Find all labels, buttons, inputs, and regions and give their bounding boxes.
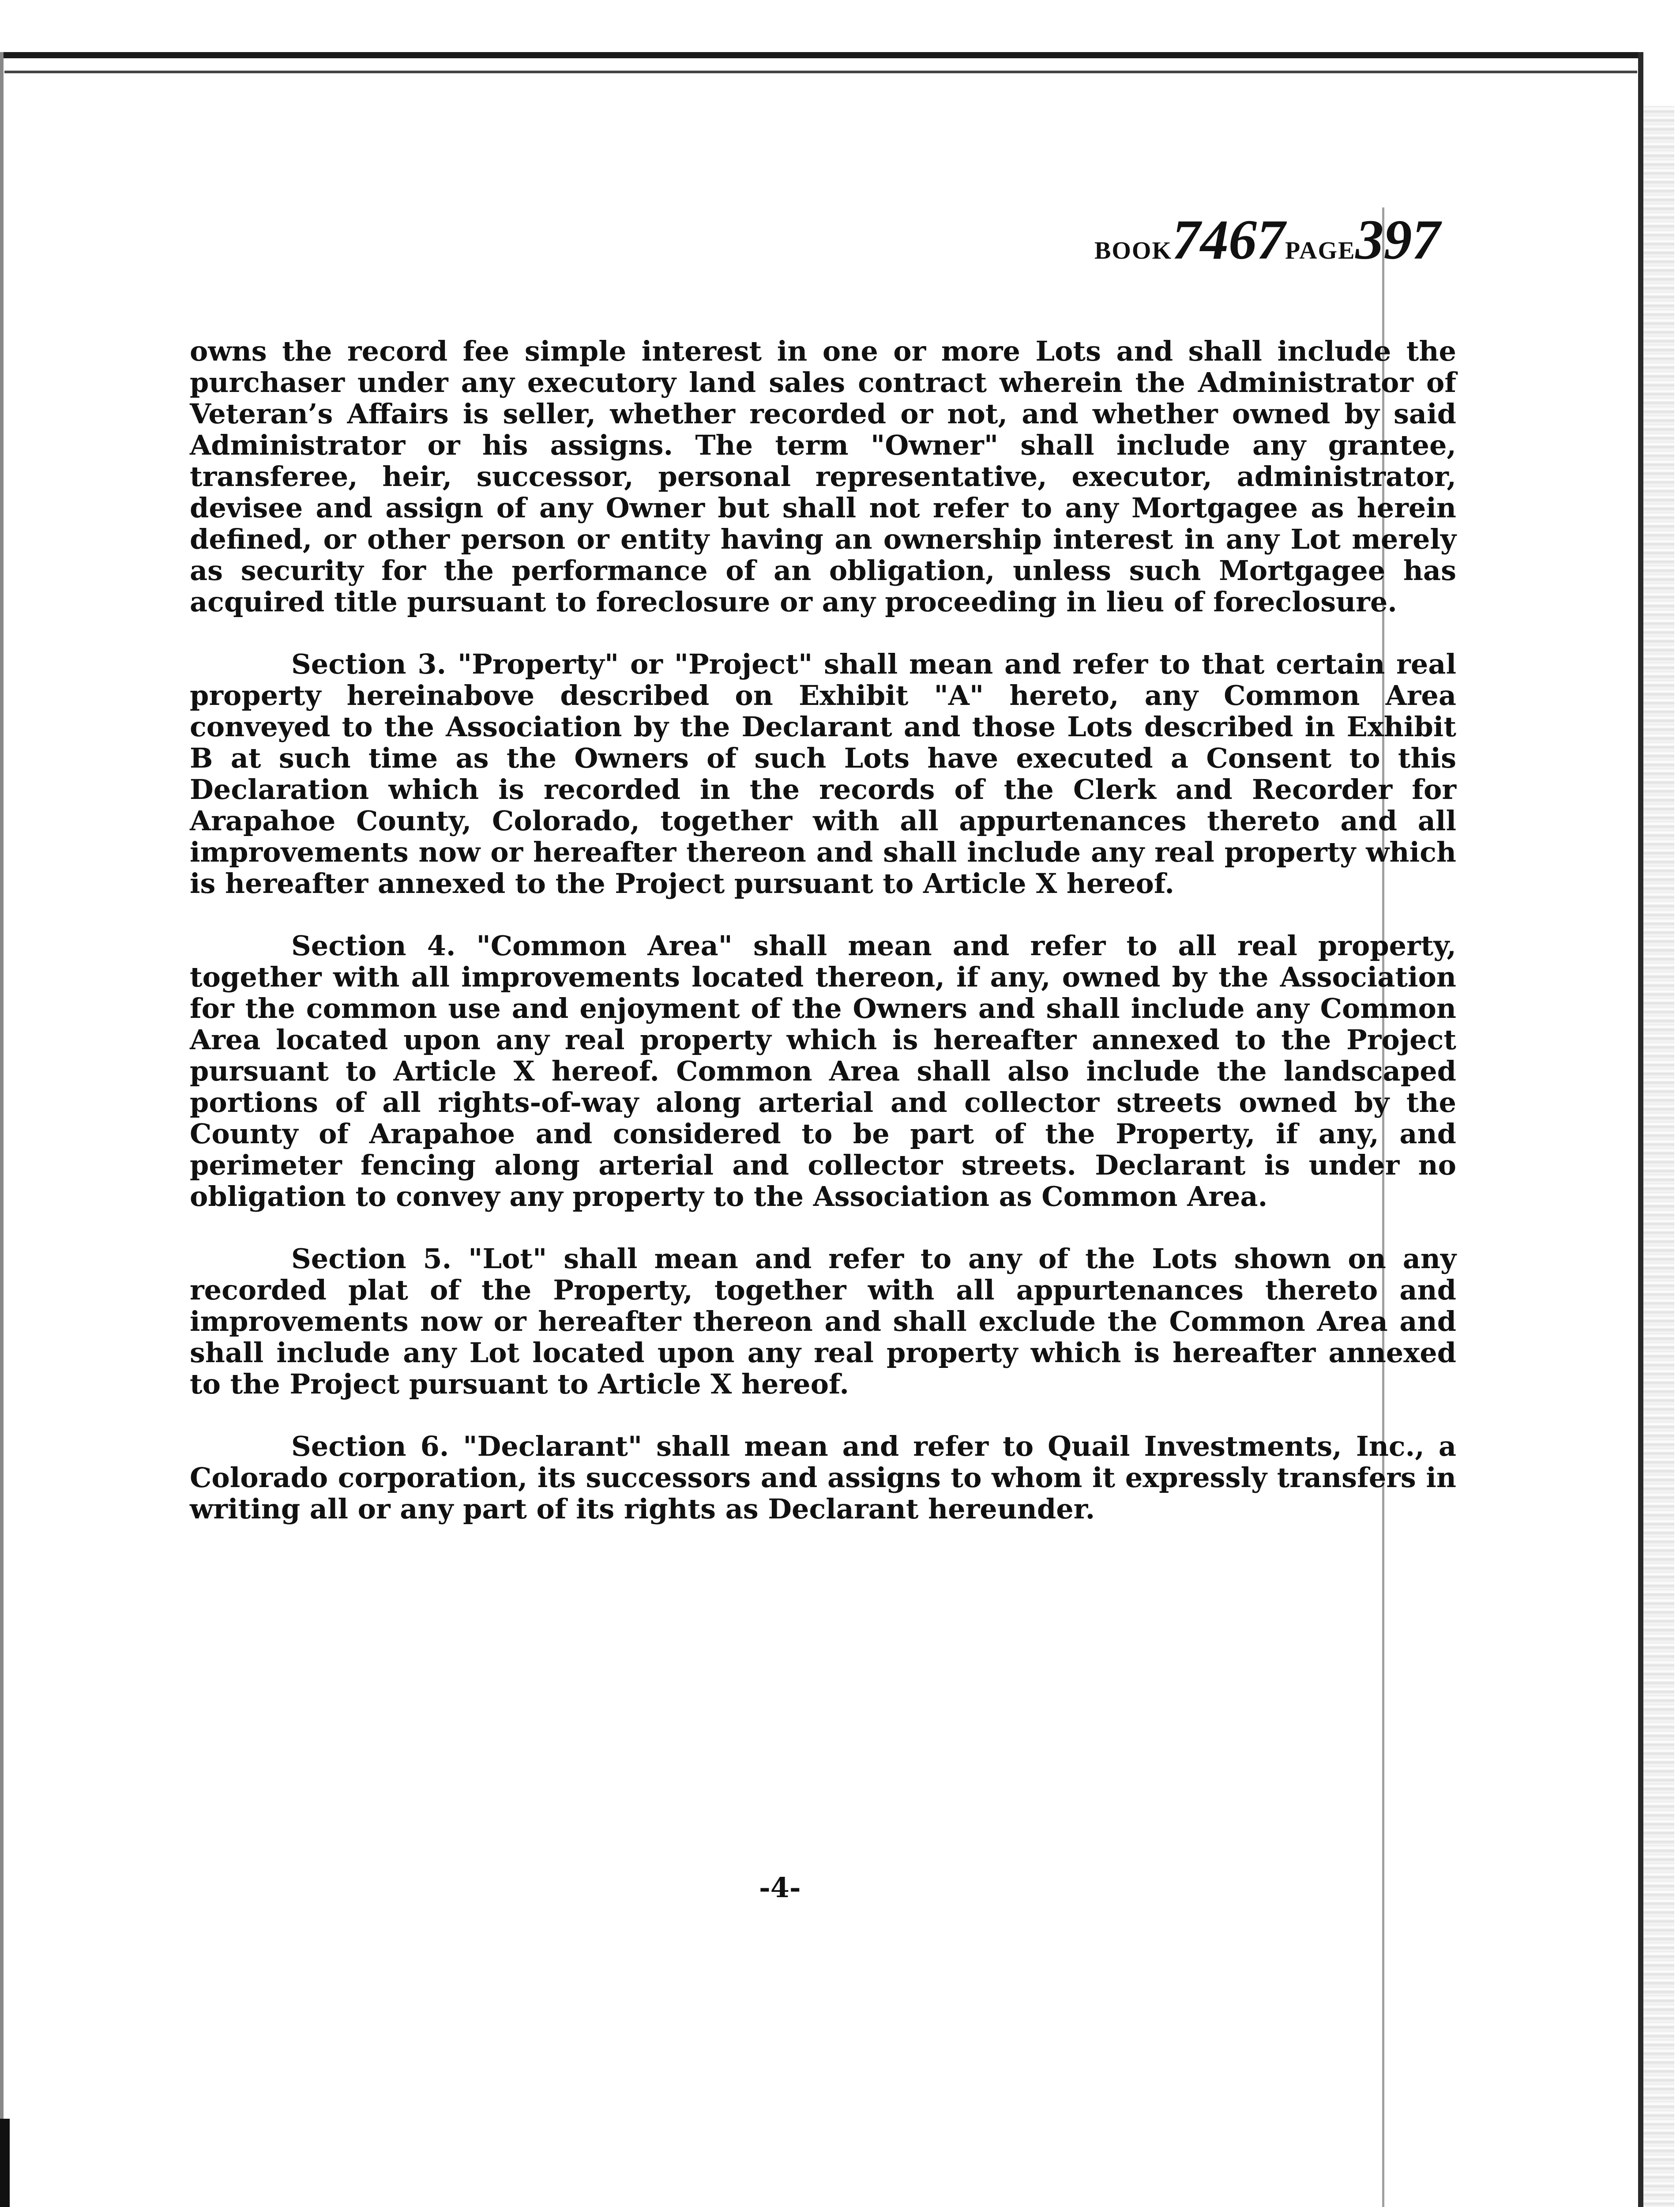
scan-top-border-inner (4, 71, 1637, 73)
page-label: PAGE (1285, 237, 1356, 264)
scan-top-border (0, 52, 1642, 58)
scan-right-speckle (1643, 106, 1674, 2207)
book-page-stamp (1094, 207, 1440, 272)
stamp-page-number: 397 (1355, 208, 1440, 271)
scan-left-edge-shadow (0, 2119, 10, 2207)
document-body (190, 335, 1456, 1555)
paragraph-section-6: Section 6. "Declarant" shall mean and refer to Quail Investments, Inc., a Colorado corporation, its successors and assigns to whom it expressly transfers in writing all or any part of its rights as Declarant hereunder. (190, 1430, 1456, 1525)
scan-right-border (1638, 52, 1643, 2207)
scan-left-border (0, 52, 4, 2207)
page-number: -4- (759, 1872, 801, 1904)
paragraph-section-4: Section 4. "Common Area" shall mean and refer to all real property, together with all improvements located thereon, if any, owned by the Association for the common use and enjoyment of the Owners and shall include any Common Area located upon any real property which is hereafter annexed to the Project pursuant to Article X hereof. Common Area shall also include the landscaped portions of all rights-of-way along arterial and collector streets owned by the County of Arapahoe and considered to be part of the Property, if any, and perimeter fencing along arterial and collector streets. Declarant is under no obligation to convey any property to the Association as Common Area. (190, 930, 1456, 1213)
paragraph-section-3: Section 3. "Property" or "Project" shall mean and refer to that certain real property hereinabove described on Exhibit "A" hereto, any Common Area conveyed to the Association by the Declarant and those Lots described in Exhibit B at such time as the Owners of such Lots have executed a Consent to this Declaration which is recorded in the records of the Clerk and Recorder for Arapahoe County, Colorado, together with all appurtenances thereto and all improvements now or hereafter thereon and shall include any real property which is hereafter annexed to the Project pursuant to Article X hereof. (190, 648, 1456, 900)
book-label: BOOK (1094, 237, 1173, 264)
paragraph-owner-continued: owns the record fee simple interest in one or more Lots and shall include the purchaser under any executory land sales contract wherein the Administrator of Veteran’s Affairs is seller, whether recorded or not, and whether owned by said Administrator or his assigns. The term "Owner" shall include any grantee, transferee, heir, successor, personal representative, executor, administrator, devisee and assign of any Owner but shall not refer to any Mortgagee as herein defined, or other person or entity having an ownership interest in any Lot merely as security for the performance of an obligation, unless such Mortgagee has acquired title pursuant to foreclosure or any proceeding in lieu of foreclosure. (190, 335, 1456, 618)
book-number: 7467 (1172, 208, 1285, 271)
paragraph-section-5: Section 5. "Lot" shall mean and refer to any of the Lots shown on any recorded plat of the Property, together with all appurtenances thereto and improvements now or hereafter thereon and shall exclude the Common Area and shall include any Lot located upon any real property which is hereafter annexed to the Project pursuant to Article X hereof. (190, 1243, 1456, 1400)
